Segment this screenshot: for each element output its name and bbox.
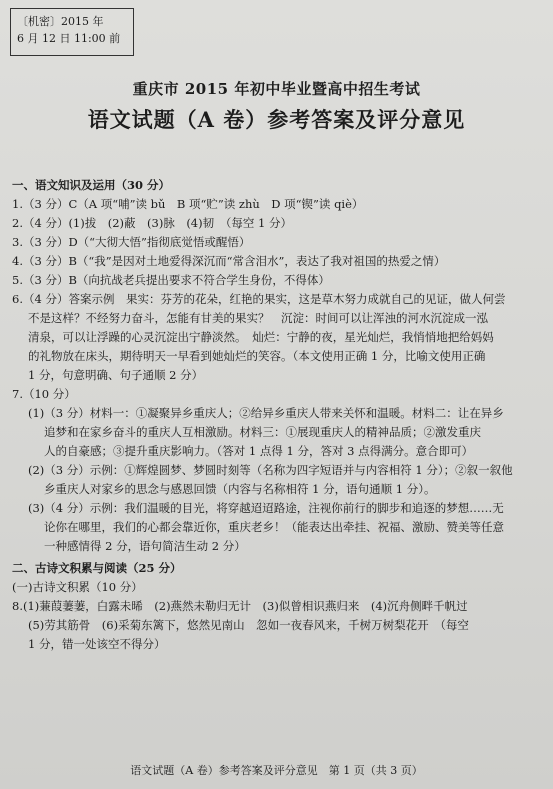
- answer-q6-line: 1 分，句意明确、句子通顺 2 分）: [28, 368, 204, 382]
- exam-title: 重庆市 2015 年初中毕业暨高中招生考试: [132, 80, 421, 98]
- secret-line-1: 〔机密〕2015 年: [17, 15, 104, 28]
- answer-q7-1-line: 追梦和在家乡奋斗的重庆人互相激励。材料三：①展现重庆人的精神品质；②激发重庆: [44, 425, 481, 439]
- answer-q2: 2.（4 分）(1)拔 (2)蔽 (3)脉 (4)韧 （每空 1 分）: [12, 216, 292, 230]
- answer-q5: 5.（3 分）B（向抗战老兵提出要求不符合学生身份，不得体）: [12, 273, 330, 287]
- answer-q7-heading: 7.（10 分）: [12, 387, 76, 401]
- document-title: 语文试题（A 卷）参考答案及评分意见: [87, 107, 466, 132]
- answer-q7-2-line: 乡重庆人对家乡的思念与感恩回馈（内容与名称相符 1 分，语句通顺 1 分）。: [44, 482, 436, 496]
- answer-q8-line: 8.(1)蒹葭萋萋，白露未晞 (2)燕然未勒归无计 (3)似曾相识燕归来 (4)沉舟侧畔千帆过: [12, 599, 468, 613]
- answer-q4: 4.（3 分）B（“我”是因对土地爱得深沉而“常含泪水”，表达了我对祖国的热爱之情）: [12, 254, 446, 268]
- secret-line-2: 6 月 12 日 11:00 前: [17, 32, 121, 45]
- answer-q7-1-line: (1)（3 分）材料一：①凝聚异乡重庆人；②给异乡重庆人带来关怀和温暖。材料二：让在异乡: [28, 406, 504, 420]
- answer-content: [12, 176, 547, 654]
- page-footer: 语文试题（A 卷）参考答案及评分意见 第 1 页（共 3 页）: [130, 764, 423, 777]
- answer-q6-line: 6.（4 分）答案示例 果实：芬芳的花朵，红艳的果实，这是草木努力成就自己的见证，做人何尝: [12, 292, 506, 306]
- confidential-stamp: [10, 8, 134, 56]
- answer-q7-3-line: (3)（4 分）示例：我们温暖的目光，将穿越迢迢路途，注视你前行的脚步和追逐的梦想……无: [28, 501, 504, 515]
- answer-q6-line: 不是这样？不经努力奋斗，怎能有甘美的果实？ 沉淀：时间可以让浑浊的河水沉淀成一泓: [28, 311, 488, 325]
- answer-q6-line: 的礼物放在床头，期待明天一早看到她灿烂的笑容。（本文使用正确 1 分，比喻文使用正确: [28, 349, 486, 363]
- answer-q7-3-line: 一种感情得 2 分，语句简洁生动 2 分）: [44, 539, 246, 553]
- answer-q7-3-line: 论你在哪里，我们的心都会靠近你，重庆老乡！（能表达出牵挂、祝福、激励、赞美等任意: [44, 520, 504, 534]
- answer-q7-2-line: (2)（3 分）示例：①辉煌圆梦、梦圆时刻等（名称为四字短语并与内容相符 1 分）；②叙一叙他: [28, 463, 513, 477]
- answer-q3: 3.（3 分）D（“大彻大悟”指彻底觉悟或醒悟）: [12, 235, 251, 249]
- answer-q6-line: 清泉，可以让浮躁的心灵沉淀出宁静淡然。 灿烂：宁静的夜，星光灿烂，我悄悄地把给妈妈: [28, 330, 494, 344]
- answer-q1: 1.（3 分）C（A 项“哺”读 bǔ B 项“贮”读 zhù D 项“锲”读 qiè）: [12, 197, 364, 211]
- section-heading-1: 一、语文知识及运用（30 分）: [12, 178, 171, 192]
- answer-q7-1-line: 人的自豪感；③提升重庆影响力。（答对 1 点得 1 分，答对 3 点得满分。意合即可）: [44, 444, 474, 458]
- answer-q8-line: (5)劳其筋骨 (6)采菊东篱下，悠然见南山 忽如一夜春风来，千树万树梨花开 （每空: [28, 618, 469, 632]
- answer-q8-line: 1 分，错一处该空不得分）: [28, 637, 166, 651]
- section-heading-2: 二、古诗文积累与阅读（25 分）: [12, 561, 182, 575]
- subsection-heading: (一)古诗文积累（10 分）: [12, 580, 143, 594]
